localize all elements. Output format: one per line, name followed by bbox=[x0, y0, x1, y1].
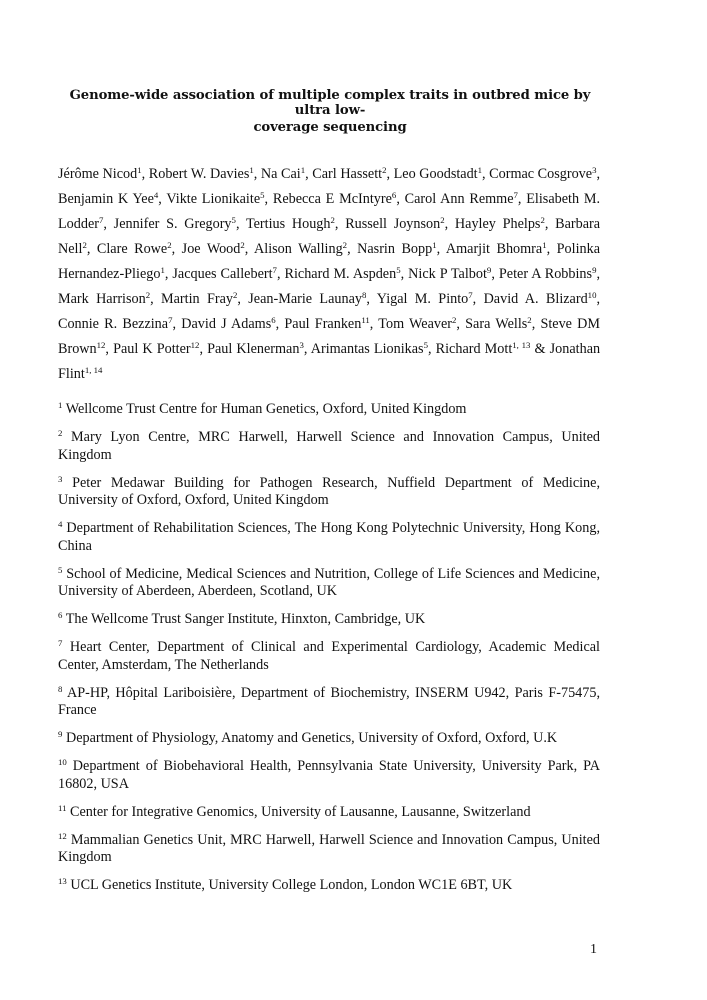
author-affiliation-marker: 1 bbox=[249, 165, 254, 176]
affiliation-number: 9 bbox=[58, 729, 63, 740]
author-name: Clare Rowe bbox=[96, 241, 168, 257]
author bbox=[311, 341, 428, 357]
author-list: Jérôme Nicod$^1$, Robert W. Davies$^1$, Na Cai$^1$, Carl Hassett$^2$, Leo Goodstadt$^1$, Cormac Cosgrove$^3$, Benjamin K Yee$^4$, Vikte Lionikaite$^5$, Rebecca E McIntyre$^6$, Carol Ann Remme$^7$, Elisabeth M. Lodder$^7$, Jennifer S. Gregory$^5$, Tertius Hough$^2$, Russell Joynson$^2$, Hayley Phelps$^2$, Barbara Nell$^2$, Clare Rowe$^2$, Joe Wood$^2$, Alison Walling$^2$, Nasrin Bopp$^1$, Amarjit Bhomra$^1$, Polinka Hernandez-Pliego$^1$, Jacques Callebert$^7$, Richard M. Aspden$^5$, Nick P Talbot$^9$, Peter A Robbins$^9$, Mark Harrison$^2$, Martin Fray$^2$, Jean-Marie Launay$^8$, Yigal M. Pinto$^7$, David A. Blizard$^{10}$, Connie R. Bezzina$^7$, David J Adams$^6$, Paul Franken$^{11}$, Tom Weaver$^2$, Sara Wells$^2$, Steve DM Brown$^{12}$, Paul K Potter$^{12}$, Paul Klenerman$^3$, Arimantas Lionikas$^5$, Richard Mott$^{1, 13}$ & Jonathan Flint$^{1, 14}$ bbox=[58, 165, 601, 382]
author-name: Leo Goodstadt bbox=[393, 166, 478, 182]
author-name: Yigal M. Pinto bbox=[376, 291, 469, 307]
paper-title-line-1: Genome-wide association of multiple complex traits in outbred mice by ultra low- bbox=[69, 88, 591, 118]
author-affiliation-marker: 1 bbox=[477, 165, 483, 176]
affiliation bbox=[58, 832, 600, 867]
author bbox=[246, 216, 335, 232]
affiliation bbox=[58, 639, 600, 674]
author bbox=[181, 316, 275, 332]
author-affiliation-marker: 7 bbox=[98, 215, 104, 226]
page-number: 1 bbox=[590, 942, 597, 957]
affiliation-text: Center for Integrative Genomics, University of Lausanne, Lausanne, Switzerland bbox=[66, 803, 531, 820]
affiliation-text: UCL Genetics Institute, University College London, London WC1E 6BT, UK bbox=[66, 877, 513, 893]
author-affiliation-marker: 1 bbox=[432, 240, 437, 251]
author-affiliation-marker: 2 bbox=[382, 165, 387, 176]
author bbox=[394, 166, 482, 182]
author-affiliation-marker: 6 bbox=[271, 315, 276, 326]
author-name: Tom Weaver bbox=[378, 316, 453, 332]
affiliation-text: Department of Rehabilitation Sciences, The Hong Kong Polytechnic University, Hong Kong, China bbox=[58, 520, 600, 554]
author bbox=[377, 291, 473, 307]
author-name: Richard Mott bbox=[435, 341, 513, 357]
author-affiliation-marker: 2 bbox=[145, 290, 151, 301]
author-affiliation-marker: 4 bbox=[153, 190, 159, 201]
author-affiliation-marker: 5 bbox=[396, 265, 401, 276]
author-affiliation-marker: 1 bbox=[137, 165, 142, 176]
author-affiliation-marker: 12 bbox=[190, 340, 200, 351]
affiliation-number: 10 bbox=[58, 757, 67, 768]
author bbox=[254, 241, 347, 257]
author bbox=[114, 216, 236, 232]
author bbox=[248, 291, 366, 307]
author-affiliation-marker: 11 bbox=[361, 315, 370, 326]
author-affiliation-marker: 2 bbox=[240, 240, 245, 251]
author-name: Arimantas Lionikas bbox=[310, 341, 424, 357]
affiliation bbox=[58, 758, 600, 793]
affiliation bbox=[58, 877, 600, 895]
author-affiliation-marker: 9 bbox=[486, 265, 492, 276]
affiliation-text: School of Medicine, Medical Sciences and Nutrition, College of Life Sciences and Medicine, University of Aberdeen, Aberdeen, Scotland, UK bbox=[58, 565, 600, 599]
author-name: Peter A Robbins bbox=[498, 266, 593, 282]
author-name: Carl Hassett bbox=[312, 166, 383, 182]
author-name: Richard M. Aspden bbox=[284, 266, 397, 282]
author-affiliation-marker: 3 bbox=[299, 340, 304, 351]
author bbox=[58, 316, 172, 332]
affiliation bbox=[58, 566, 600, 601]
author bbox=[285, 266, 401, 282]
author-affiliation-marker: 1 bbox=[300, 165, 306, 176]
affiliation-text: Heart Center, Department of Clinical and Experimental Cardiology, Academic Medical Center, Amsterdam, The Netherlands bbox=[58, 639, 600, 673]
affiliation-number: 12 bbox=[58, 830, 67, 841]
author-name: Benjamin K Yee bbox=[58, 191, 154, 207]
author-name: Hayley Phelps bbox=[454, 216, 541, 232]
author-affiliation-marker: 1, 14 bbox=[84, 365, 103, 376]
author-affiliation-marker: 2 bbox=[82, 240, 87, 251]
author-name: Robert W. Davies bbox=[148, 166, 250, 182]
affiliation-number: 11 bbox=[58, 802, 67, 813]
author-name: Paul Franken bbox=[284, 316, 362, 332]
author bbox=[436, 341, 531, 357]
author-affiliation-marker: 5 bbox=[260, 190, 265, 201]
author bbox=[182, 241, 245, 257]
author bbox=[455, 216, 545, 232]
affiliation-number: 1 bbox=[58, 400, 63, 411]
affiliation bbox=[58, 401, 600, 419]
author-name: Vikte Lionikaite bbox=[166, 191, 261, 207]
affiliation-number: 5 bbox=[58, 564, 63, 575]
author-affiliation-marker: 1 bbox=[542, 240, 547, 251]
author bbox=[484, 291, 597, 307]
author-name: Joe Wood bbox=[181, 241, 241, 257]
affiliation bbox=[58, 685, 600, 720]
author-affiliation-marker: 12 bbox=[96, 340, 106, 351]
affiliation bbox=[58, 730, 600, 748]
author-name: Nasrin Bopp bbox=[357, 241, 433, 257]
affiliation-number: 7 bbox=[58, 638, 63, 649]
affiliation-number: 2 bbox=[58, 428, 63, 439]
author-affiliation-marker: 1, 13 bbox=[512, 340, 531, 351]
affiliation bbox=[58, 611, 600, 629]
author bbox=[273, 191, 396, 207]
affiliation-number: 13 bbox=[58, 876, 67, 887]
author-name: Jonathan Flint bbox=[58, 341, 601, 382]
author-name: Jean-Marie Launay bbox=[248, 291, 362, 307]
author-name: Paul Klenerman bbox=[207, 341, 300, 357]
paper-title-line-2: coverage sequencing bbox=[253, 120, 407, 135]
affiliation bbox=[58, 475, 600, 510]
author-name: Polinka Hernandez-Pliego bbox=[58, 241, 601, 282]
author-affiliation-marker: 5 bbox=[231, 215, 236, 226]
author bbox=[58, 166, 142, 182]
author-name: Connie R. Bezzina bbox=[58, 316, 169, 332]
author bbox=[261, 166, 305, 182]
author-name: Amarjit Bhomra bbox=[445, 241, 543, 257]
author-affiliation-marker: 7 bbox=[468, 290, 473, 301]
author-name: Jacques Callebert bbox=[172, 266, 273, 282]
author-affiliation-marker: 1 bbox=[160, 265, 165, 276]
author bbox=[97, 241, 172, 257]
author bbox=[405, 191, 518, 207]
affiliation-text: The Wellcome Trust Sanger Institute, Hinxton, Cambridge, UK bbox=[62, 611, 426, 627]
author-affiliation-marker: 3 bbox=[592, 165, 597, 176]
author bbox=[357, 241, 436, 257]
author-name: Na Cai bbox=[260, 166, 301, 182]
author bbox=[499, 266, 597, 282]
author-affiliation-marker: 2 bbox=[342, 240, 348, 251]
author-name: David A. Blizard bbox=[483, 291, 588, 307]
author-affiliation-marker: 2 bbox=[232, 290, 238, 301]
author-name: Steve DM Brown bbox=[58, 316, 601, 357]
affiliation-text: Department of Biobehavioral Health, Pennsylvania State University, University Park, PA 16802, USA bbox=[58, 758, 600, 792]
affiliation bbox=[58, 520, 600, 555]
author-affiliation-marker: 7 bbox=[272, 265, 277, 276]
author-name: Jérôme Nicod bbox=[58, 166, 138, 182]
author-affiliation-marker: 8 bbox=[361, 290, 367, 301]
author-name: Alison Walling bbox=[254, 241, 343, 257]
author-affiliation-marker: 2 bbox=[527, 315, 532, 326]
affiliation-text: Wellcome Trust Centre for Human Genetics, Oxford, United Kingdom bbox=[62, 401, 467, 417]
affiliation-number: 8 bbox=[58, 683, 63, 694]
affiliation-text: Mary Lyon Centre, MRC Harwell, Harwell Science and Innovation Campus, United Kingdom bbox=[58, 429, 600, 463]
author-name: Barbara Nell bbox=[58, 216, 601, 257]
affiliation bbox=[58, 429, 600, 464]
author-name: Tertius Hough bbox=[245, 216, 331, 232]
author bbox=[166, 191, 264, 207]
author-affiliation-marker: 7 bbox=[168, 315, 173, 326]
author-affiliation-marker: 7 bbox=[513, 190, 518, 201]
author-affiliation-marker: 2 bbox=[330, 215, 335, 226]
author-name: Paul K Potter bbox=[113, 341, 191, 357]
author bbox=[465, 316, 532, 332]
affiliation bbox=[58, 804, 600, 822]
author bbox=[161, 291, 237, 307]
affiliation-text: AP-HP, Hôpital Lariboisière, Department of Biochemistry, INSERM U942, Paris F-75475, France bbox=[58, 684, 600, 718]
affiliation-text: Peter Medawar Building for Pathogen Research, Nuffield Department of Medicine, University of Oxford, Oxford, United Kingdom bbox=[58, 474, 600, 508]
author bbox=[312, 166, 386, 182]
author bbox=[284, 316, 369, 332]
author bbox=[489, 166, 596, 182]
author-name: Carol Ann Remme bbox=[404, 191, 514, 207]
author bbox=[408, 266, 491, 282]
affiliation-text: Department of Physiology, Anatomy and Genetics, University of Oxford, Oxford, U.K bbox=[62, 730, 558, 746]
author bbox=[58, 191, 158, 207]
author bbox=[345, 216, 444, 232]
author bbox=[172, 266, 277, 282]
affiliation-number: 6 bbox=[58, 610, 63, 621]
author-name: David J Adams bbox=[181, 316, 272, 332]
author-affiliation-marker: 2 bbox=[167, 240, 172, 251]
author-name: Mark Harrison bbox=[58, 291, 146, 307]
author-affiliation-marker: 5 bbox=[423, 340, 428, 351]
author-name: Sara Wells bbox=[465, 316, 528, 332]
author-name: Elisabeth M. Lodder bbox=[58, 191, 600, 232]
author-name: Rebecca E McIntyre bbox=[272, 191, 392, 207]
author-affiliation-marker: 6 bbox=[391, 190, 397, 201]
author bbox=[207, 341, 304, 357]
affiliation-number: 3 bbox=[58, 473, 63, 484]
author-affiliation-marker: 9 bbox=[592, 265, 597, 276]
author-name: Martin Fray bbox=[161, 291, 233, 307]
author bbox=[378, 316, 456, 332]
author-name: Nick P Talbot bbox=[408, 266, 487, 282]
author bbox=[149, 166, 254, 182]
author-affiliation-marker: 2 bbox=[452, 315, 457, 326]
author-name: Russell Joynson bbox=[345, 216, 441, 232]
affiliation-number: 4 bbox=[58, 519, 63, 530]
affiliation-text: Mammalian Genetics Unit, MRC Harwell, Harwell Science and Innovation Campus, United Kingdom bbox=[58, 831, 600, 865]
author bbox=[446, 241, 547, 257]
author bbox=[58, 291, 150, 307]
author-affiliation-marker: 2 bbox=[540, 215, 545, 226]
author-name: Jennifer S. Gregory bbox=[113, 216, 232, 232]
author-affiliation-marker: 2 bbox=[440, 215, 445, 226]
affiliation-list bbox=[58, 401, 600, 905]
author-name: Cormac Cosgrove bbox=[489, 166, 593, 182]
author-affiliation-marker: 10 bbox=[587, 290, 597, 301]
author bbox=[113, 341, 199, 357]
